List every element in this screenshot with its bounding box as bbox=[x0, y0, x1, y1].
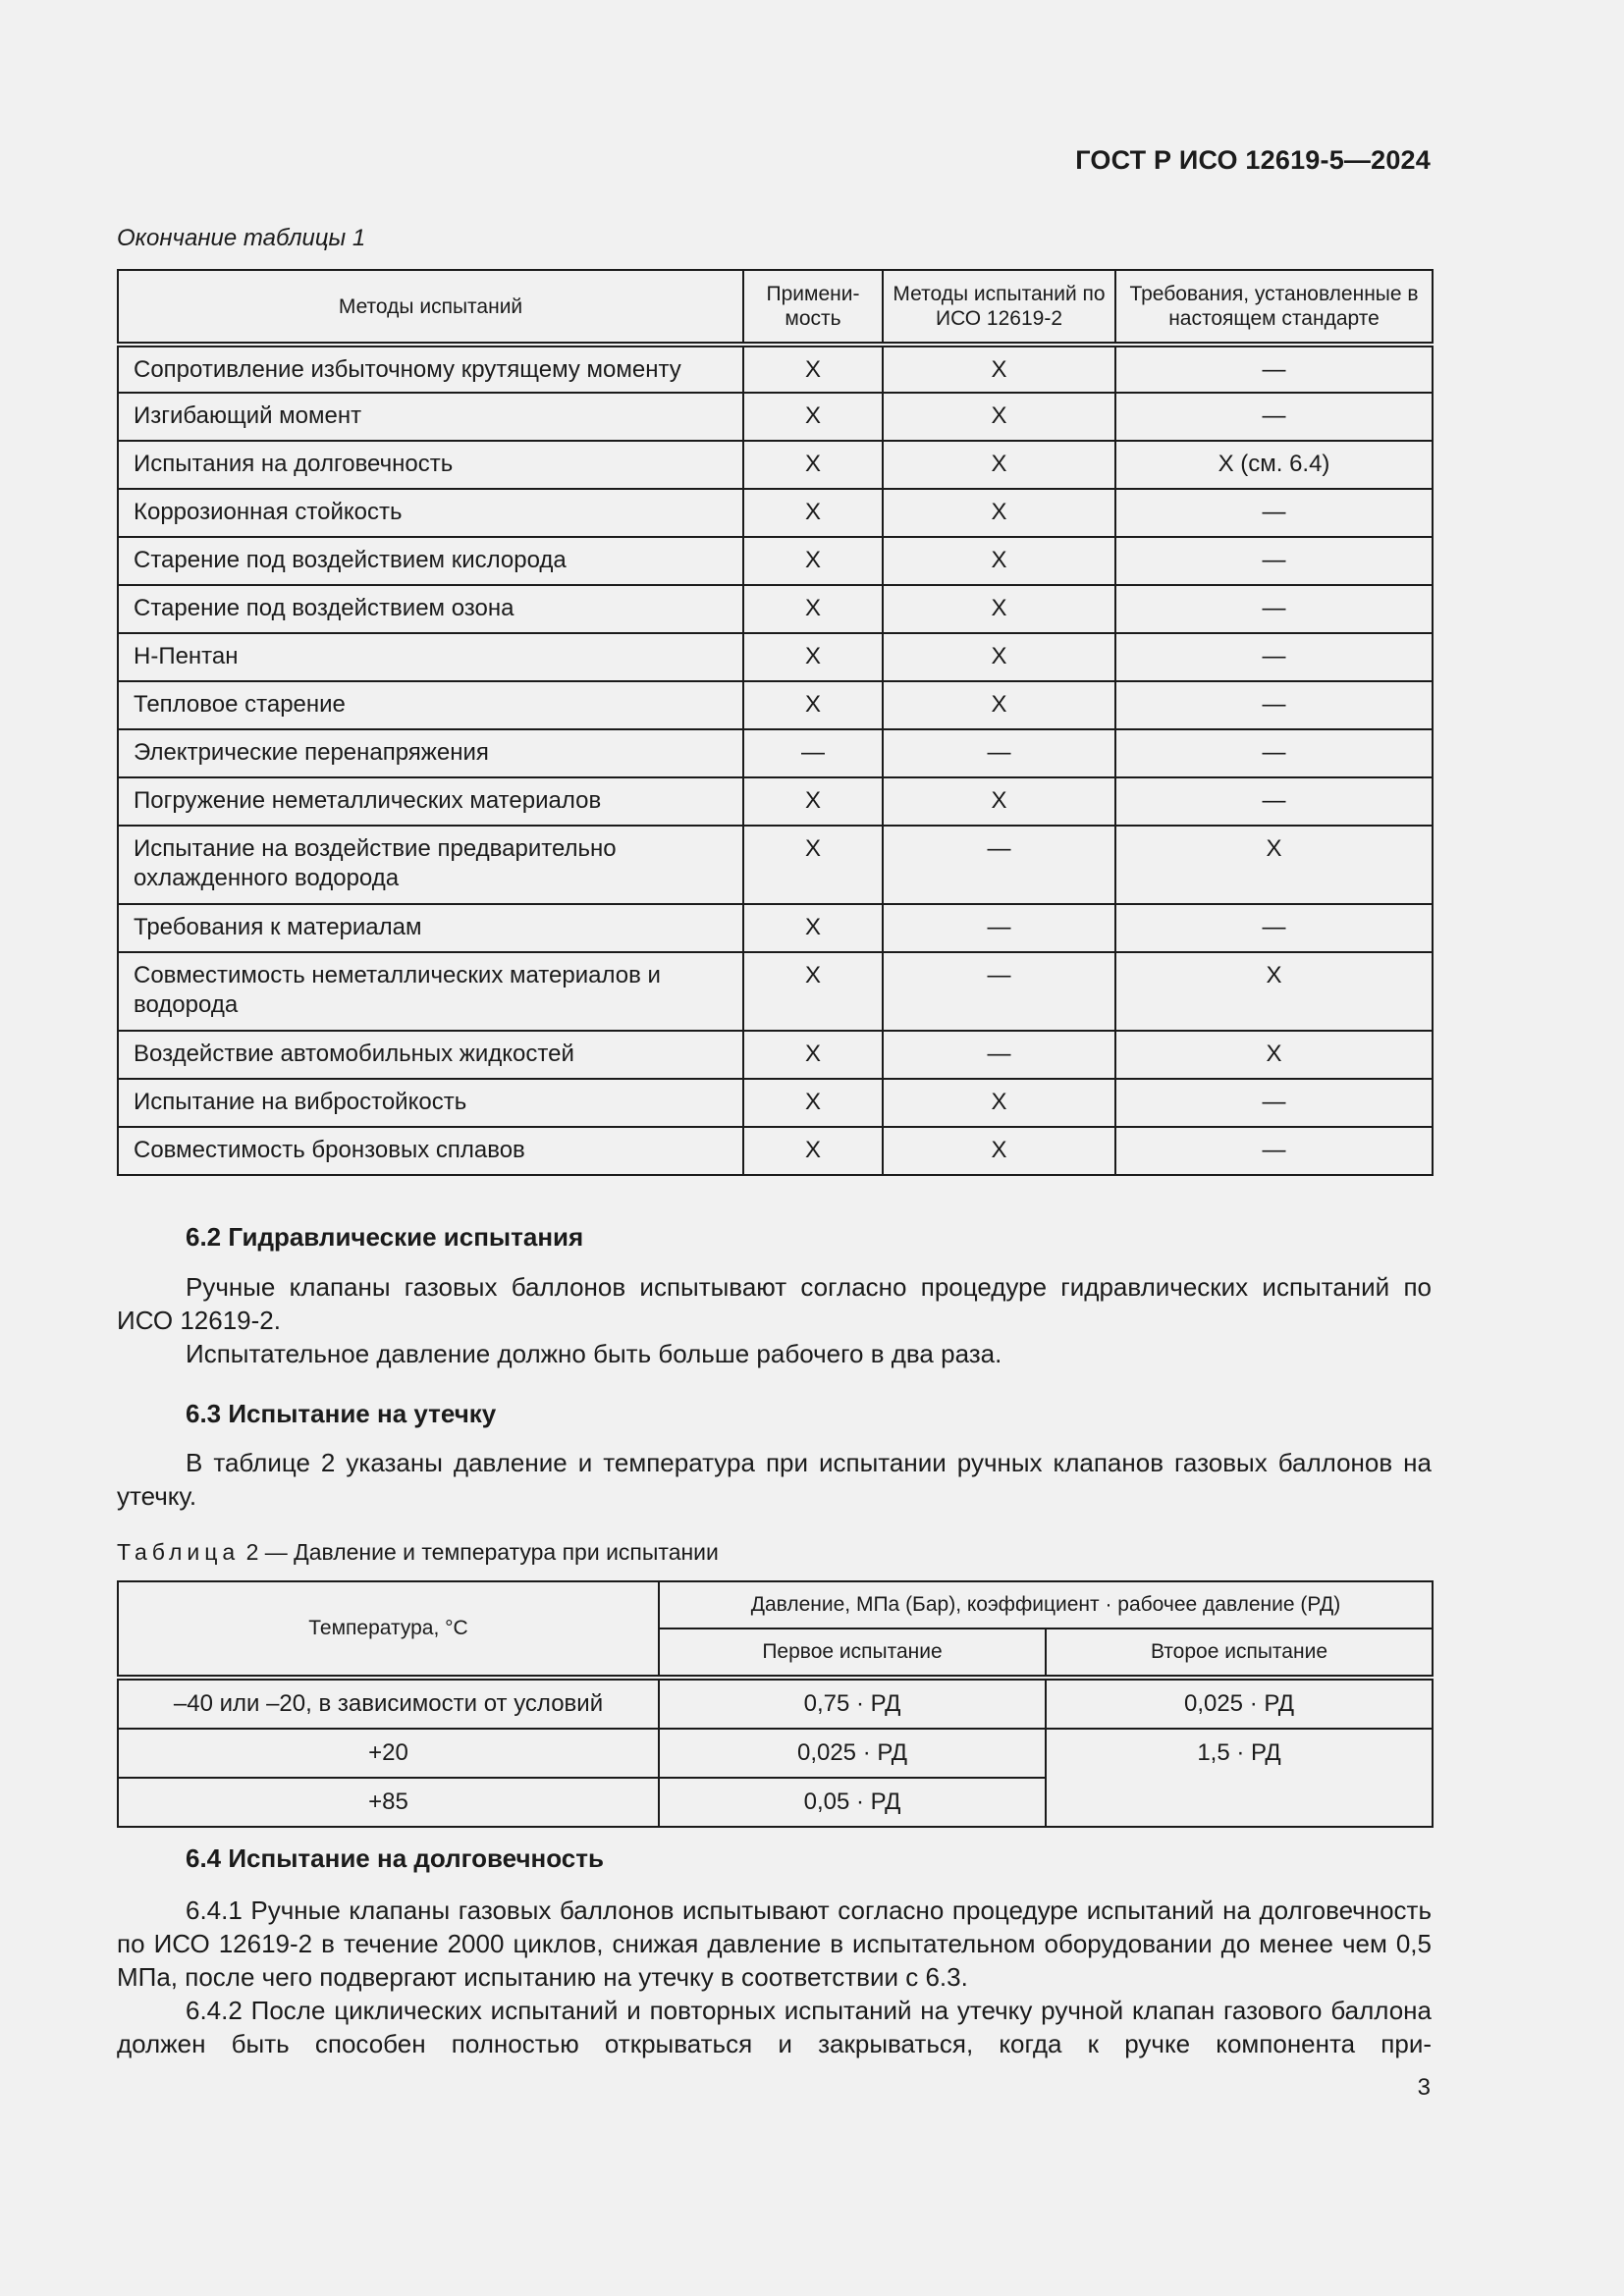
table-cell: X bbox=[883, 633, 1115, 681]
paragraph: Ручные клапаны газовых баллонов испытывают согласно процедуре гидравлических испытаний по ИСО 12619-2. bbox=[117, 1272, 1432, 1335]
table-cell: — bbox=[883, 826, 1115, 904]
table-cell-method: Старение под воздействием озона bbox=[118, 585, 743, 633]
table-row bbox=[118, 1031, 1433, 1079]
table-cell: — bbox=[883, 729, 1115, 777]
paragraph: Испытательное давление должно быть больше рабочего в два раза. bbox=[186, 1339, 1002, 1368]
table-cell: X bbox=[1115, 826, 1433, 904]
table-row bbox=[118, 777, 1433, 826]
table-cell-method: Погружение неметаллических материалов bbox=[118, 777, 743, 826]
section-6-2-body bbox=[117, 1270, 1432, 1370]
table1-continuation-caption: Окончание таблицы 1 bbox=[117, 225, 366, 251]
page-number: 3 bbox=[1417, 2074, 1431, 2101]
table-cell: X bbox=[743, 681, 883, 729]
table-cell: X (см. 6.4) bbox=[1115, 441, 1433, 489]
table-row bbox=[118, 489, 1433, 537]
table-cell: X bbox=[883, 1079, 1115, 1127]
section-6-2-heading: 6.2 Гидравлические испытания bbox=[186, 1222, 584, 1252]
table-row bbox=[118, 1079, 1433, 1127]
table-cell: — bbox=[1115, 633, 1433, 681]
table2-header-row bbox=[118, 1581, 1433, 1629]
table-cell: — bbox=[1115, 1127, 1433, 1175]
table-cell-first: 0,025 · РД bbox=[659, 1729, 1046, 1778]
table-cell: X bbox=[743, 1031, 883, 1079]
standard-code: ГОСТ Р ИСО 12619-5—2024 bbox=[1075, 145, 1431, 175]
table-cell: — bbox=[1115, 729, 1433, 777]
table-cell: X bbox=[743, 777, 883, 826]
table-cell: X bbox=[743, 952, 883, 1031]
paragraph: 6.4.2 После циклических испытаний и повторных испытаний на утечку ручной клапан газового баллона должен быть способен полностью открываться и закрываться, когда к ручке компонента при- bbox=[117, 1996, 1432, 2058]
table-cell: X bbox=[1115, 952, 1433, 1031]
table2-header-first: Первое испытание bbox=[659, 1629, 1046, 1678]
section-6-3-heading: 6.3 Испытание на утечку bbox=[186, 1399, 497, 1428]
table-cell: — bbox=[1115, 585, 1433, 633]
table-cell-method: Электрические перенапряжения bbox=[118, 729, 743, 777]
table-cell: — bbox=[743, 729, 883, 777]
table-cell-method: Требования к материалам bbox=[118, 904, 743, 952]
table-row bbox=[118, 345, 1433, 393]
table-cell: X bbox=[883, 777, 1115, 826]
table-cell-second: 1,5 · РД bbox=[1046, 1729, 1433, 1827]
table-row bbox=[118, 1729, 1433, 1778]
table-cell: X bbox=[743, 345, 883, 393]
table2-header-second: Второе испытание bbox=[1046, 1629, 1433, 1678]
table-row bbox=[118, 729, 1433, 777]
table-cell: — bbox=[1115, 1079, 1433, 1127]
table2-header-pressure: Давление, МПа (Бар), коэффициент · рабочее давление (РД) bbox=[659, 1581, 1433, 1629]
table-cell-method: Испытания на долговечность bbox=[118, 441, 743, 489]
table-cell: — bbox=[1115, 537, 1433, 585]
table-cell-method: Совместимость бронзовых сплавов bbox=[118, 1127, 743, 1175]
table-row bbox=[118, 952, 1433, 1031]
section-6-3-body bbox=[117, 1446, 1432, 1513]
table-cell: X bbox=[743, 1127, 883, 1175]
table-cell: — bbox=[1115, 393, 1433, 441]
table2-caption-label: Таблица bbox=[117, 1539, 241, 1565]
table-cell-temperature: +20 bbox=[118, 1729, 659, 1778]
table1-header-row bbox=[118, 270, 1433, 345]
table-cell: — bbox=[1115, 777, 1433, 826]
table-cell: X bbox=[883, 393, 1115, 441]
table-cell-method: Испытание на вибростойкость bbox=[118, 1079, 743, 1127]
table-cell: X bbox=[883, 537, 1115, 585]
table-cell-method: Н-Пентан bbox=[118, 633, 743, 681]
table-cell-method: Совместимость неметаллических материалов и водорода bbox=[118, 952, 743, 1031]
table1-header-cell: Примени-мость bbox=[743, 270, 883, 345]
table1-header-cell: Требования, установленные в настоящем стандарте bbox=[1115, 270, 1433, 345]
table-cell-second: 0,025 · РД bbox=[1046, 1678, 1433, 1729]
table2-caption bbox=[117, 1539, 719, 1566]
table-cell-temperature: –40 или –20, в зависимости от условий bbox=[118, 1678, 659, 1729]
table-cell: — bbox=[1115, 904, 1433, 952]
table2 bbox=[117, 1580, 1434, 1828]
table-cell: — bbox=[883, 1031, 1115, 1079]
table-cell: — bbox=[1115, 345, 1433, 393]
table-cell-temperature: +85 bbox=[118, 1778, 659, 1827]
table-cell-method: Старение под воздействием кислорода bbox=[118, 537, 743, 585]
table-cell: X bbox=[743, 904, 883, 952]
table-cell: — bbox=[1115, 489, 1433, 537]
table-row bbox=[118, 826, 1433, 904]
table-cell-first: 0,05 · РД bbox=[659, 1778, 1046, 1827]
table-cell: — bbox=[883, 952, 1115, 1031]
table-cell: X bbox=[743, 489, 883, 537]
table-cell: X bbox=[883, 1127, 1115, 1175]
table-cell: — bbox=[1115, 681, 1433, 729]
table-cell-method: Воздействие автомобильных жидкостей bbox=[118, 1031, 743, 1079]
table-row bbox=[118, 681, 1433, 729]
table-row bbox=[118, 633, 1433, 681]
paragraph: 6.4.1 Ручные клапаны газовых баллонов испытывают согласно процедуре испытаний на долговечность по ИСО 12619-2 в течение 2000 циклов, снижая давление в испытательном оборудовании до менее чем 0,5 МПа, после чего подвергают испытанию на утечку в соответствии с 6.3. bbox=[117, 1896, 1432, 1992]
table-cell: X bbox=[1115, 1031, 1433, 1079]
table-cell: X bbox=[743, 585, 883, 633]
table-cell-method: Сопротивление избыточному крутящему моменту bbox=[118, 345, 743, 393]
table-cell: X bbox=[743, 537, 883, 585]
table-row bbox=[118, 393, 1433, 441]
table-cell: X bbox=[883, 441, 1115, 489]
paragraph: В таблице 2 указаны давление и температура при испытании ручных клапанов газовых баллонов на утечку. bbox=[117, 1448, 1432, 1511]
table2-header-temperature: Температура, °С bbox=[118, 1581, 659, 1678]
table-row bbox=[118, 537, 1433, 585]
table-cell: X bbox=[883, 489, 1115, 537]
table-cell: X bbox=[883, 681, 1115, 729]
table-row bbox=[118, 904, 1433, 952]
table-row bbox=[118, 1127, 1433, 1175]
table1-header-cell: Методы испытаний по ИСО 12619-2 bbox=[883, 270, 1115, 345]
table-cell-method: Испытание на воздействие предварительно охлажденного водорода bbox=[118, 826, 743, 904]
section-6-4-heading: 6.4 Испытание на долговечность bbox=[186, 1843, 604, 1873]
table1 bbox=[117, 269, 1434, 1176]
table-cell: X bbox=[883, 585, 1115, 633]
table-cell-first: 0,75 · РД bbox=[659, 1678, 1046, 1729]
table-cell: X bbox=[743, 393, 883, 441]
table2-caption-text: 2 — Давление и температура при испытании bbox=[245, 1539, 719, 1565]
table-cell-method: Изгибающий момент bbox=[118, 393, 743, 441]
table-cell: X bbox=[743, 633, 883, 681]
table-row bbox=[118, 441, 1433, 489]
table-cell: X bbox=[743, 441, 883, 489]
table-cell-method: Тепловое старение bbox=[118, 681, 743, 729]
table-cell: X bbox=[743, 1079, 883, 1127]
table-cell: X bbox=[743, 826, 883, 904]
table-cell: — bbox=[883, 904, 1115, 952]
table-row bbox=[118, 585, 1433, 633]
table-cell: X bbox=[883, 345, 1115, 393]
table1-header-cell: Методы испытаний bbox=[118, 270, 743, 345]
table-row bbox=[118, 1678, 1433, 1729]
section-6-4-body bbox=[117, 1894, 1432, 2060]
table-cell-method: Коррозионная стойкость bbox=[118, 489, 743, 537]
